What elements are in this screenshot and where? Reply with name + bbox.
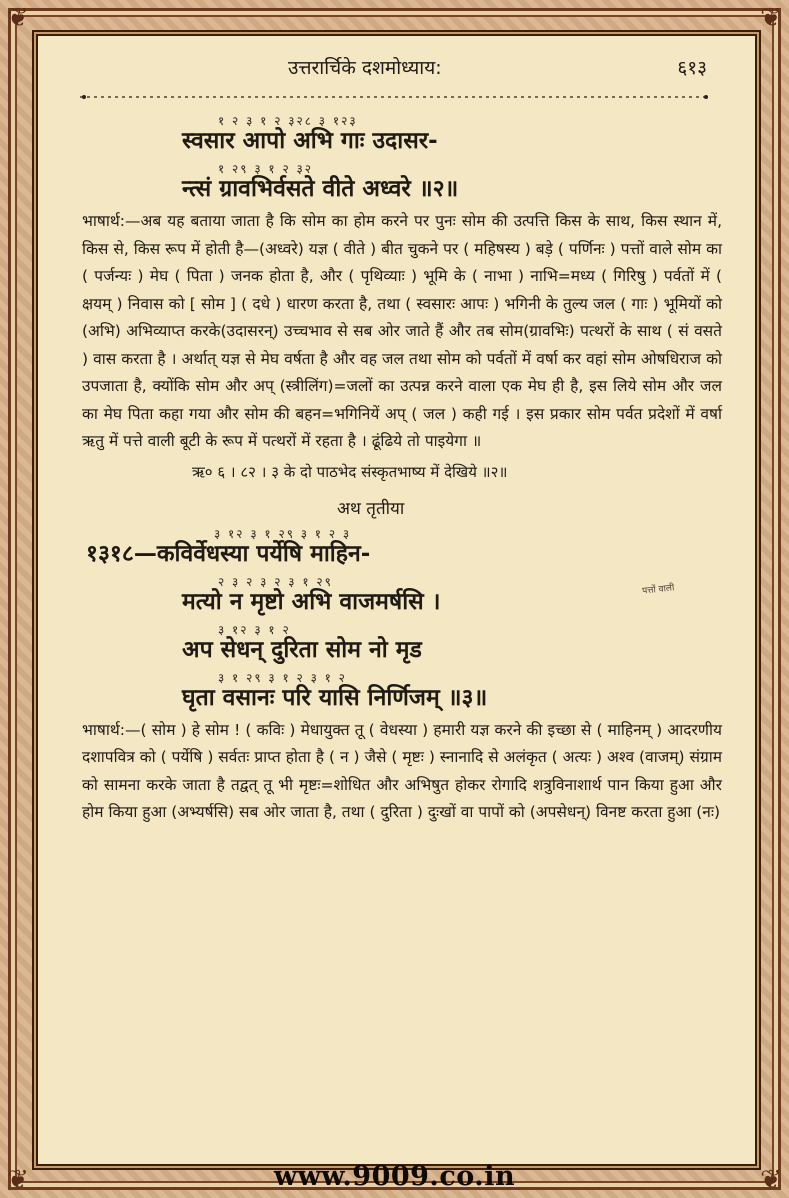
verse-number: १३१८— xyxy=(86,540,157,567)
page-header xyxy=(38,54,755,84)
header-ornament-rule xyxy=(80,92,710,102)
verse-line xyxy=(182,160,722,204)
verse-first-line xyxy=(86,539,722,569)
verse-text: घृता वसानः परि यासि निर्णिजम् ॥३॥ xyxy=(182,684,488,711)
corner-ornament-icon: ❦ xyxy=(760,1165,782,1195)
handwritten-note: पत्तों वाली xyxy=(641,583,675,597)
accent-marks: १ २ ३ १ २ ३२८ ३ १२३ xyxy=(218,114,358,128)
accent-marks: ३ १२ ३ १ २ xyxy=(218,622,291,637)
page-number: ६१३ xyxy=(677,57,707,79)
accent-marks: १ २९ ३ १ २ ३२ xyxy=(218,162,313,176)
page-content xyxy=(82,112,722,827)
book-page xyxy=(36,34,757,1166)
verse-line xyxy=(86,525,722,569)
verse-text: स्वसार आपो अभि गाः उदासर- xyxy=(182,128,438,154)
meaning-paragraph: भाषार्थ:—( सोम ) हे सोम ! ( कविः ) मेधायुक्त तू ( वेधस्या ) हमारी यज्ञ करने की इच्छा से ( माहिनम् ) आदरणीय दशापवित्र को ( पर्येषि ) सर्वतः प्राप्त होता है ( न ) जैसे ( मृष्टः ) स्नानादि से अलंकृत ( अत्यः ) अश्व (वाजम्) संग्राम को सामना करके जाता है तद्वत् तू भी मृष्टः=शोधित और अभिषुत होकर रोगादि शत्रुविनाशार्थ पान किया हुआ और होम किया हुआ (अभ्यर्षसि) सब ओर जाता है, तथा ( दुरिता ) दुःखों वा पापों को (अपसेधन्) विनष्ट करता हुआ (नः) xyxy=(82,720,722,821)
verse-text: मत्यो न मृष्टो अभि वाजमर्षसि । xyxy=(182,588,441,615)
verse-text: अप सेधन् दुरिता सोम नो मृड xyxy=(182,636,422,663)
corner-ornament-icon: ❦ xyxy=(7,1165,29,1195)
verse-text: कविर्वेधस्या पर्येषि माहिन- xyxy=(156,540,371,567)
footer xyxy=(0,1158,789,1198)
reference-note: ऋ० ६ । ८२ । ३ के दो पाठभेद संस्कृतभाष्य में देखिये ॥२॥ xyxy=(192,462,508,481)
accent-marks: २ ३ २ ३ २ ३ १ २९ xyxy=(218,574,333,589)
verse-line xyxy=(182,669,722,713)
website-link[interactable]: www.9009.co.in xyxy=(273,1161,516,1192)
corner-ornament-icon: ❦ xyxy=(760,3,782,33)
verse-text: न्त्सं ग्रावभिर्वसते वीते अध्वरे ॥२॥ xyxy=(182,176,459,202)
verse-line xyxy=(182,621,722,665)
verse-line xyxy=(182,573,722,617)
section-heading: अथ तृतीया xyxy=(337,498,405,519)
accent-marks: ३ १ २९ ३ १ २ ३ १ २ xyxy=(218,670,347,685)
meaning-paragraph: भाषार्थ:—अब यह बताया जाता है कि सोम का होम करने पर पुनः सोम की उत्पत्ति किस के साथ, किस स्थान में, किस से, किस रूप में होती है—(अध्वरे) यज्ञ ( वीते ) बीत चुकने पर ( महिषस्य ) बड़े ( पर्णिनः ) पत्तों वाले सोम का ( पर्जन्यः ) मेघ ( पिता ) जनक होता है, और ( पृथिव्याः ) भूमि के ( नाभा ) नाभि=मध्य ( गिरिषु ) पर्वतों में ( क्षयम् ) निवास को [ सोम ] ( दधे ) धारण करता है, तथा ( स्वसारः आपः ) भगिनी के तुल्य जल ( गाः ) भूमियों को (अभि) अभिव्याप्त करके(उदासरन्) उच्चभाव से सब ओर जाते हैं और तब सोम(ग्रावभिः) पत्थरों के साथ ( सं वसते ) वास करता है । अर्थात् यज्ञ से मेघ वर्षता है और वह जल तथा सोम को पर्वतों में वर्षा कर वहां सोम ओषधिराज को उपजाता है, क्योंकि सोम और अप् (स्त्रीलिंग)=जलों का उत्पन्न करने वाला एक मेघ ही है, इस लिये सोम और जल का मेघ पिता कहा गया और सोम की बहन=भगिनियें अप् ( जल ) कही गई । इस प्रकार सोम पर्वत प्रदेशों में वर्षा ऋतु में पत्ते वाली बूटी के रूप में पत्थरों में रहता है । ढूंढिये तो पाइयेगा ॥ xyxy=(82,212,722,450)
chapter-title: उत्तरार्चिके दशमोध्याय: xyxy=(288,57,442,79)
verse-line xyxy=(182,112,722,156)
accent-marks: ३ १२ ३ १ २९ ३ १ २ ३ xyxy=(214,526,352,541)
corner-ornament-icon: ❦ xyxy=(7,3,29,33)
